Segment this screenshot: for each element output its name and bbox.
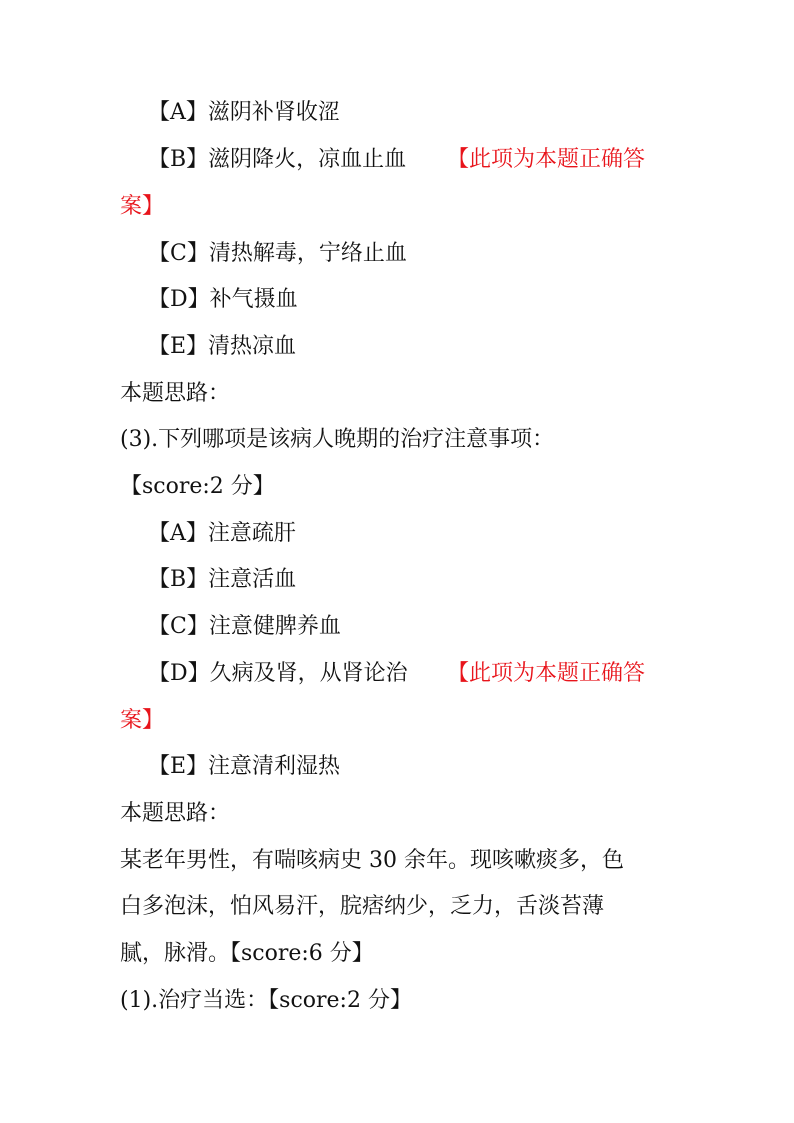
- correct-answer-marker: 【此项为本题正确答: [447, 661, 646, 686]
- case2-description-line2: 白多泡沫，怕风易汗，脘痞纳少，乏力，舌淡苔薄: [120, 894, 605, 919]
- case2-q1-stem: (1).治疗当选：【score:2 分】: [120, 988, 412, 1013]
- q2-analysis-label: 本题思路：: [120, 381, 231, 406]
- q3-option-c: 【C】注意健脾养血: [148, 614, 341, 639]
- correct-answer-marker-continued: 案】: [120, 194, 165, 219]
- q3-stem: (3).下列哪项是该病人晚期的治疗注意事项：: [120, 427, 555, 452]
- case2-description-line1: 某老年男性，有喘咳病史 30 余年。现咳嗽痰多，色: [120, 848, 624, 873]
- q2-option-b: 【B】滋阴降火，凉血止血: [148, 147, 407, 172]
- q2-option-d: 【D】补气摄血: [148, 287, 298, 312]
- correct-answer-marker: 【此项为本题正确答: [447, 147, 646, 172]
- q3-score: 【score:2 分】: [120, 474, 275, 499]
- q2-option-e: 【E】清热凉血: [148, 334, 297, 359]
- q3-option-a: 【A】注意疏肝: [148, 521, 296, 546]
- q2-option-a: 【A】滋阴补肾收涩: [148, 100, 340, 125]
- q3-analysis-label: 本题思路：: [120, 801, 231, 826]
- q3-option-e: 【E】注意清利湿热: [148, 754, 341, 779]
- q3-option-b: 【B】注意活血: [148, 567, 297, 592]
- q2-option-c: 【C】清热解毒，宁络止血: [148, 241, 407, 266]
- q3-option-d: 【D】久病及肾，从肾论治: [148, 661, 408, 686]
- correct-answer-marker-continued: 案】: [120, 708, 165, 733]
- case2-description-line3: 腻，脉滑。【score:6 分】: [120, 941, 374, 966]
